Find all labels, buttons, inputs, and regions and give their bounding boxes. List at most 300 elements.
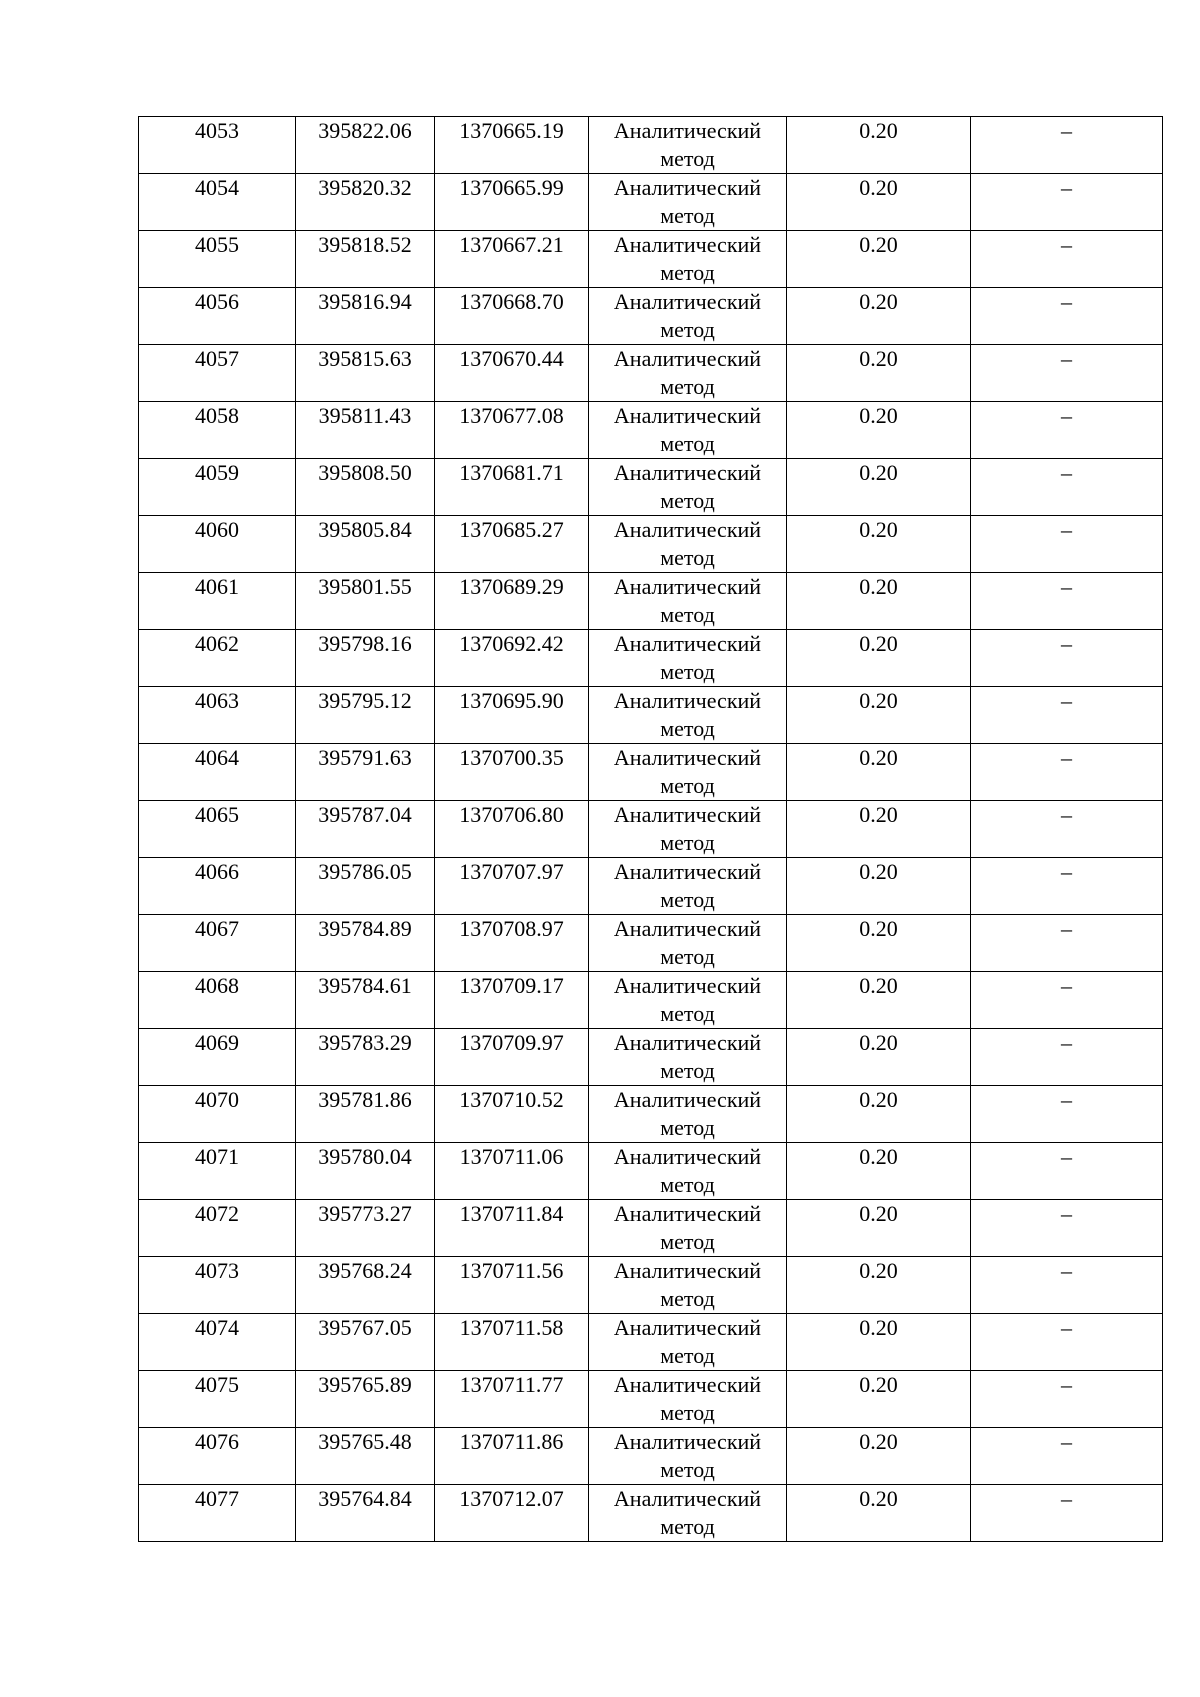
note-cell: [971, 402, 1163, 459]
x-coordinate-cell: [296, 801, 435, 858]
point-number-cell-text: 4062: [195, 631, 239, 656]
method-line1-text: Аналитический: [613, 346, 762, 371]
y-coordinate-cell: [435, 1143, 589, 1200]
accuracy-cell: [787, 630, 971, 687]
method-line1-text: Аналитический: [613, 1372, 762, 1397]
x-coordinate-cell-text: 395816.94: [318, 289, 412, 314]
x-coordinate-cell-text: 395808.50: [318, 460, 412, 485]
accuracy-cell-text: 0.20: [859, 289, 898, 314]
note-cell-text: –: [1061, 745, 1072, 770]
method-line2-text: метод: [660, 1400, 715, 1425]
accuracy-cell-text: 0.20: [859, 745, 898, 770]
note-cell: [971, 915, 1163, 972]
accuracy-cell: [787, 288, 971, 345]
x-coordinate-cell-text: 395805.84: [318, 517, 412, 542]
y-coordinate-cell-text: 1370710.52: [459, 1087, 564, 1112]
point-number-cell: [139, 801, 296, 858]
x-coordinate-cell: [296, 687, 435, 744]
accuracy-cell: [787, 972, 971, 1029]
accuracy-cell-text: 0.20: [859, 1087, 898, 1112]
point-number-cell-text: 4057: [195, 346, 239, 371]
y-coordinate-cell: [435, 972, 589, 1029]
point-number-cell: [139, 1371, 296, 1428]
x-coordinate-cell: [296, 1485, 435, 1542]
x-coordinate-cell: [296, 1029, 435, 1086]
table-row: [139, 117, 1163, 174]
accuracy-cell: [787, 402, 971, 459]
table-row: [139, 1428, 1163, 1485]
point-number-cell-text: 4059: [195, 460, 239, 485]
x-coordinate-cell-text: 395765.48: [318, 1429, 412, 1454]
note-cell-text: –: [1061, 1258, 1072, 1283]
note-cell-text: –: [1061, 1429, 1072, 1454]
method-line2-text: метод: [660, 716, 715, 741]
y-coordinate-cell: [435, 174, 589, 231]
table-row: [139, 174, 1163, 231]
y-coordinate-cell: [435, 687, 589, 744]
point-number-cell-text: 4061: [195, 574, 239, 599]
method-line1-text: Аналитический: [613, 916, 762, 941]
table-row: [139, 801, 1163, 858]
y-coordinate-cell-text: 1370665.99: [459, 175, 564, 200]
point-number-cell-text: 4075: [195, 1372, 239, 1397]
method-line1-text: Аналитический: [613, 688, 762, 713]
note-cell: [971, 1257, 1163, 1314]
y-coordinate-cell-text: 1370695.90: [459, 688, 564, 713]
y-coordinate-cell-text: 1370677.08: [459, 403, 564, 428]
table-row: [139, 459, 1163, 516]
note-cell: [971, 288, 1163, 345]
note-cell: [971, 1485, 1163, 1542]
method-cell: [589, 117, 787, 174]
x-coordinate-cell: [296, 915, 435, 972]
x-coordinate-cell-text: 395811.43: [318, 403, 412, 428]
point-number-cell: [139, 402, 296, 459]
x-coordinate-cell: [296, 1086, 435, 1143]
note-cell-text: –: [1061, 460, 1072, 485]
point-number-cell-text: 4073: [195, 1258, 239, 1283]
y-coordinate-cell: [435, 858, 589, 915]
x-coordinate-cell: [296, 573, 435, 630]
x-coordinate-cell: [296, 1371, 435, 1428]
method-line1-text: Аналитический: [613, 1315, 762, 1340]
y-coordinate-cell: [435, 1314, 589, 1371]
method-cell: [589, 801, 787, 858]
x-coordinate-cell-text: 395765.89: [318, 1372, 412, 1397]
method-line1-text: Аналитический: [613, 1030, 762, 1055]
y-coordinate-cell-text: 1370689.29: [459, 574, 564, 599]
y-coordinate-cell-text: 1370708.97: [459, 916, 564, 941]
method-line2-text: метод: [660, 146, 715, 171]
x-coordinate-cell-text: 395791.63: [318, 745, 412, 770]
note-cell-text: –: [1061, 232, 1072, 257]
method-line2-text: метод: [660, 944, 715, 969]
y-coordinate-cell-text: 1370711.58: [459, 1315, 564, 1340]
method-cell: [589, 687, 787, 744]
note-cell-text: –: [1061, 118, 1072, 143]
method-line2-text: метод: [660, 659, 715, 684]
accuracy-cell-text: 0.20: [859, 1429, 898, 1454]
note-cell-text: –: [1061, 802, 1072, 827]
y-coordinate-cell-text: 1370700.35: [459, 745, 564, 770]
table-row: [139, 1314, 1163, 1371]
note-cell-text: –: [1061, 916, 1072, 941]
method-cell: [589, 858, 787, 915]
accuracy-cell-text: 0.20: [859, 346, 898, 371]
method-line2-text: метод: [660, 374, 715, 399]
method-line1-text: Аналитический: [613, 574, 762, 599]
y-coordinate-cell: [435, 288, 589, 345]
table-row: [139, 573, 1163, 630]
x-coordinate-cell-text: 395773.27: [318, 1201, 412, 1226]
x-coordinate-cell-text: 395767.05: [318, 1315, 412, 1340]
point-number-cell-text: 4071: [195, 1144, 239, 1169]
y-coordinate-cell: [435, 1428, 589, 1485]
point-number-cell-text: 4053: [195, 118, 239, 143]
point-number-cell-text: 4066: [195, 859, 239, 884]
table-row: [139, 972, 1163, 1029]
method-cell: [589, 630, 787, 687]
note-cell: [971, 459, 1163, 516]
method-line1-text: Аналитический: [613, 289, 762, 314]
y-coordinate-cell: [435, 117, 589, 174]
coordinates-table-body: [139, 117, 1163, 1542]
accuracy-cell: [787, 1200, 971, 1257]
note-cell-text: –: [1061, 175, 1072, 200]
method-cell: [589, 1086, 787, 1143]
point-number-cell-text: 4054: [195, 175, 239, 200]
point-number-cell: [139, 231, 296, 288]
table-row: [139, 345, 1163, 402]
accuracy-cell-text: 0.20: [859, 232, 898, 257]
x-coordinate-cell-text: 395798.16: [318, 631, 412, 656]
method-cell: [589, 972, 787, 1029]
table-row: [139, 288, 1163, 345]
method-line1-text: Аналитический: [613, 175, 762, 200]
y-coordinate-cell: [435, 630, 589, 687]
x-coordinate-cell: [296, 1143, 435, 1200]
method-line1-text: Аналитический: [613, 1087, 762, 1112]
x-coordinate-cell-text: 395781.86: [318, 1087, 412, 1112]
accuracy-cell-text: 0.20: [859, 1144, 898, 1169]
method-cell: [589, 744, 787, 801]
point-number-cell: [139, 288, 296, 345]
method-line1-text: Аналитический: [613, 859, 762, 884]
point-number-cell: [139, 573, 296, 630]
note-cell: [971, 516, 1163, 573]
x-coordinate-cell: [296, 972, 435, 1029]
y-coordinate-cell: [435, 1485, 589, 1542]
y-coordinate-cell-text: 1370667.21: [459, 232, 564, 257]
note-cell: [971, 972, 1163, 1029]
method-line2-text: метод: [660, 887, 715, 912]
method-line2-text: метод: [660, 203, 715, 228]
y-coordinate-cell-text: 1370668.70: [459, 289, 564, 314]
method-cell: [589, 231, 787, 288]
point-number-cell-text: 4055: [195, 232, 239, 257]
method-cell: [589, 516, 787, 573]
y-coordinate-cell: [435, 1257, 589, 1314]
method-line2-text: метод: [660, 431, 715, 456]
accuracy-cell: [787, 1371, 971, 1428]
accuracy-cell: [787, 1314, 971, 1371]
method-line1-text: Аналитический: [613, 403, 762, 428]
method-cell: [589, 345, 787, 402]
point-number-cell-text: 4069: [195, 1030, 239, 1055]
table-row: [139, 630, 1163, 687]
y-coordinate-cell: [435, 744, 589, 801]
accuracy-cell: [787, 687, 971, 744]
x-coordinate-cell-text: 395780.04: [318, 1144, 412, 1169]
note-cell: [971, 1029, 1163, 1086]
note-cell-text: –: [1061, 517, 1072, 542]
x-coordinate-cell-text: 395784.61: [318, 973, 412, 998]
accuracy-cell-text: 0.20: [859, 802, 898, 827]
point-number-cell: [139, 516, 296, 573]
accuracy-cell-text: 0.20: [859, 403, 898, 428]
method-line1-text: Аналитический: [613, 973, 762, 998]
y-coordinate-cell-text: 1370707.97: [459, 859, 564, 884]
y-coordinate-cell-text: 1370711.56: [459, 1258, 564, 1283]
table-row: [139, 1086, 1163, 1143]
point-number-cell: [139, 744, 296, 801]
note-cell-text: –: [1061, 289, 1072, 314]
y-coordinate-cell-text: 1370670.44: [459, 346, 564, 371]
x-coordinate-cell: [296, 402, 435, 459]
y-coordinate-cell-text: 1370711.84: [459, 1201, 564, 1226]
x-coordinate-cell-text: 395786.05: [318, 859, 412, 884]
accuracy-cell-text: 0.20: [859, 631, 898, 656]
x-coordinate-cell-text: 395820.32: [318, 175, 412, 200]
method-line2-text: метод: [660, 317, 715, 342]
note-cell: [971, 744, 1163, 801]
method-line2-text: метод: [660, 545, 715, 570]
method-line2-text: метод: [660, 830, 715, 855]
x-coordinate-cell-text: 395768.24: [318, 1258, 412, 1283]
x-coordinate-cell: [296, 231, 435, 288]
point-number-cell-text: 4060: [195, 517, 239, 542]
accuracy-cell-text: 0.20: [859, 688, 898, 713]
x-coordinate-cell: [296, 1200, 435, 1257]
method-cell: [589, 573, 787, 630]
table-row: [139, 744, 1163, 801]
method-line1-text: Аналитический: [613, 1486, 762, 1511]
note-cell-text: –: [1061, 346, 1072, 371]
accuracy-cell: [787, 1257, 971, 1314]
y-coordinate-cell-text: 1370712.07: [459, 1486, 564, 1511]
point-number-cell-text: 4067: [195, 916, 239, 941]
note-cell: [971, 1086, 1163, 1143]
method-line1-text: Аналитический: [613, 460, 762, 485]
method-line1-text: Аналитический: [613, 802, 762, 827]
note-cell: [971, 1314, 1163, 1371]
y-coordinate-cell: [435, 516, 589, 573]
x-coordinate-cell: [296, 516, 435, 573]
point-number-cell: [139, 687, 296, 744]
point-number-cell: [139, 117, 296, 174]
accuracy-cell-text: 0.20: [859, 1372, 898, 1397]
method-line2-text: метод: [660, 488, 715, 513]
accuracy-cell: [787, 1086, 971, 1143]
table-row: [139, 231, 1163, 288]
note-cell: [971, 1143, 1163, 1200]
point-number-cell-text: 4065: [195, 802, 239, 827]
y-coordinate-cell-text: 1370685.27: [459, 517, 564, 542]
method-cell: [589, 1143, 787, 1200]
coordinates-table: [138, 116, 1163, 1542]
accuracy-cell-text: 0.20: [859, 1258, 898, 1283]
x-coordinate-cell-text: 395784.89: [318, 916, 412, 941]
note-cell-text: –: [1061, 1030, 1072, 1055]
y-coordinate-cell: [435, 1086, 589, 1143]
method-cell: [589, 402, 787, 459]
accuracy-cell: [787, 174, 971, 231]
accuracy-cell-text: 0.20: [859, 859, 898, 884]
y-coordinate-cell: [435, 345, 589, 402]
method-line2-text: метод: [660, 1115, 715, 1140]
note-cell: [971, 858, 1163, 915]
note-cell-text: –: [1061, 973, 1072, 998]
accuracy-cell-text: 0.20: [859, 1030, 898, 1055]
accuracy-cell-text: 0.20: [859, 517, 898, 542]
table-row: [139, 1257, 1163, 1314]
method-line1-text: Аналитический: [613, 1201, 762, 1226]
y-coordinate-cell: [435, 573, 589, 630]
method-cell: [589, 1371, 787, 1428]
note-cell-text: –: [1061, 1087, 1072, 1112]
x-coordinate-cell: [296, 459, 435, 516]
point-number-cell: [139, 1200, 296, 1257]
y-coordinate-cell: [435, 231, 589, 288]
x-coordinate-cell: [296, 1257, 435, 1314]
accuracy-cell: [787, 573, 971, 630]
note-cell-text: –: [1061, 631, 1072, 656]
note-cell: [971, 345, 1163, 402]
x-coordinate-cell: [296, 630, 435, 687]
y-coordinate-cell: [435, 459, 589, 516]
note-cell: [971, 231, 1163, 288]
note-cell: [971, 687, 1163, 744]
method-line2-text: метод: [660, 260, 715, 285]
method-line2-text: метод: [660, 1457, 715, 1482]
y-coordinate-cell-text: 1370711.77: [459, 1372, 564, 1397]
method-line2-text: метод: [660, 1286, 715, 1311]
method-line1-text: Аналитический: [613, 745, 762, 770]
accuracy-cell: [787, 1428, 971, 1485]
x-coordinate-cell: [296, 744, 435, 801]
table-row: [139, 915, 1163, 972]
y-coordinate-cell-text: 1370665.19: [459, 118, 564, 143]
method-cell: [589, 1485, 787, 1542]
x-coordinate-cell: [296, 117, 435, 174]
x-coordinate-cell: [296, 288, 435, 345]
note-cell: [971, 117, 1163, 174]
x-coordinate-cell-text: 395764.84: [318, 1486, 412, 1511]
method-line1-text: Аналитический: [613, 631, 762, 656]
table-row: [139, 1029, 1163, 1086]
method-line2-text: метод: [660, 1001, 715, 1026]
point-number-cell-text: 4064: [195, 745, 239, 770]
method-cell: [589, 288, 787, 345]
note-cell-text: –: [1061, 1315, 1072, 1340]
method-line2-text: метод: [660, 602, 715, 627]
accuracy-cell-text: 0.20: [859, 574, 898, 599]
point-number-cell: [139, 1029, 296, 1086]
x-coordinate-cell-text: 395822.06: [318, 118, 412, 143]
point-number-cell-text: 4068: [195, 973, 239, 998]
point-number-cell-text: 4070: [195, 1087, 239, 1112]
method-line2-text: метод: [660, 773, 715, 798]
accuracy-cell-text: 0.20: [859, 1486, 898, 1511]
method-line2-text: метод: [660, 1172, 715, 1197]
method-cell: [589, 1257, 787, 1314]
method-cell: [589, 1428, 787, 1485]
note-cell: [971, 801, 1163, 858]
y-coordinate-cell: [435, 915, 589, 972]
table-row: [139, 858, 1163, 915]
accuracy-cell: [787, 858, 971, 915]
note-cell-text: –: [1061, 1144, 1072, 1169]
y-coordinate-cell: [435, 1371, 589, 1428]
accuracy-cell-text: 0.20: [859, 1315, 898, 1340]
y-coordinate-cell-text: 1370709.17: [459, 973, 564, 998]
point-number-cell: [139, 1485, 296, 1542]
accuracy-cell-text: 0.20: [859, 1201, 898, 1226]
note-cell-text: –: [1061, 403, 1072, 428]
point-number-cell-text: 4056: [195, 289, 239, 314]
method-line1-text: Аналитический: [613, 1258, 762, 1283]
point-number-cell: [139, 459, 296, 516]
note-cell-text: –: [1061, 1201, 1072, 1226]
point-number-cell: [139, 1257, 296, 1314]
table-row: [139, 516, 1163, 573]
y-coordinate-cell-text: 1370706.80: [459, 802, 564, 827]
point-number-cell-text: 4072: [195, 1201, 239, 1226]
y-coordinate-cell-text: 1370711.86: [459, 1429, 564, 1454]
x-coordinate-cell-text: 395818.52: [318, 232, 412, 257]
y-coordinate-cell-text: 1370711.06: [459, 1144, 564, 1169]
table-row: [139, 1371, 1163, 1428]
method-line1-text: Аналитический: [613, 232, 762, 257]
point-number-cell: [139, 1428, 296, 1485]
table-row: [139, 687, 1163, 744]
note-cell: [971, 1200, 1163, 1257]
method-cell: [589, 459, 787, 516]
y-coordinate-cell: [435, 402, 589, 459]
note-cell: [971, 174, 1163, 231]
method-line1-text: Аналитический: [613, 1429, 762, 1454]
accuracy-cell: [787, 744, 971, 801]
note-cell: [971, 630, 1163, 687]
method-line1-text: Аналитический: [613, 118, 762, 143]
accuracy-cell: [787, 459, 971, 516]
x-coordinate-cell: [296, 1314, 435, 1371]
y-coordinate-cell-text: 1370709.97: [459, 1030, 564, 1055]
point-number-cell: [139, 174, 296, 231]
method-cell: [589, 1200, 787, 1257]
note-cell-text: –: [1061, 1372, 1072, 1397]
method-line2-text: метод: [660, 1514, 715, 1539]
x-coordinate-cell: [296, 174, 435, 231]
accuracy-cell: [787, 1143, 971, 1200]
accuracy-cell: [787, 231, 971, 288]
point-number-cell-text: 4077: [195, 1486, 239, 1511]
table-row: [139, 402, 1163, 459]
note-cell-text: –: [1061, 859, 1072, 884]
x-coordinate-cell-text: 395787.04: [318, 802, 412, 827]
x-coordinate-cell: [296, 345, 435, 402]
point-number-cell: [139, 1086, 296, 1143]
